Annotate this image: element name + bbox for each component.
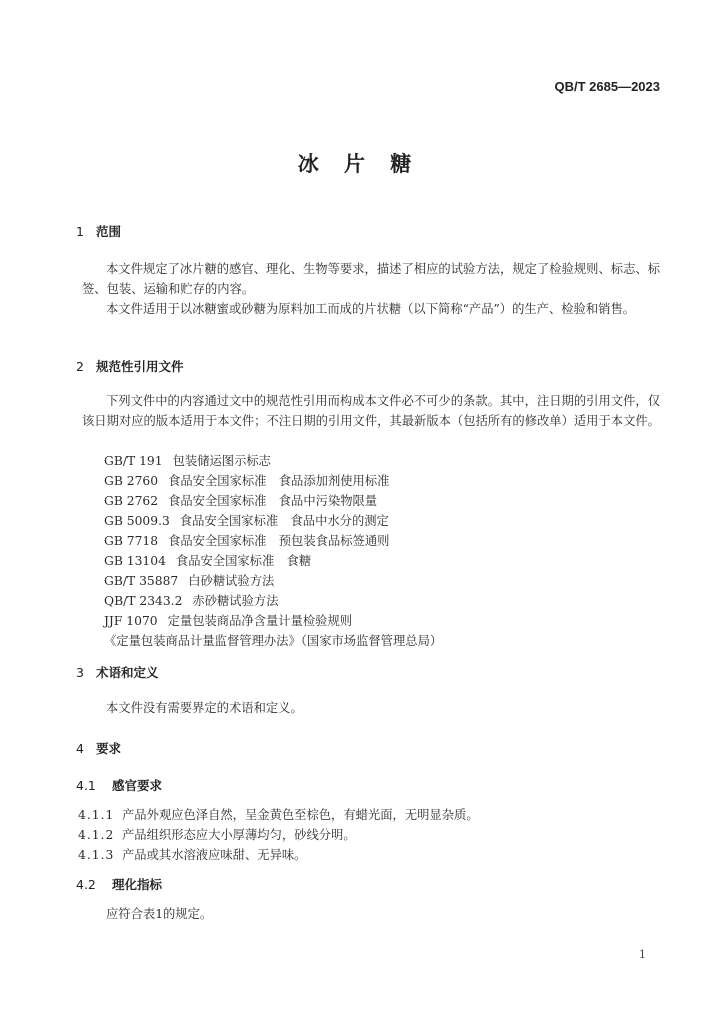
standard-code: QB/T 2685—2023 (554, 79, 660, 94)
section-4-heading (76, 739, 121, 757)
reference-item (104, 531, 442, 551)
section-title: 术语和定义 (96, 665, 159, 680)
clause-text: 产品外观应色泽自然，呈金黄色至棕色，有蜡光面，无明显杂质。 (122, 808, 479, 822)
reference-code: GB 2762 (104, 494, 159, 508)
subsection-title: 理化指标 (112, 877, 163, 892)
reference-name: 包装储运图示标志 (172, 454, 271, 468)
section-title: 规范性引用文件 (96, 359, 184, 374)
reference-item (104, 471, 442, 491)
clause-number: 4.1.2 (78, 828, 115, 842)
reference-name: 食品安全国家标准 预包装食品标签通则 (168, 534, 390, 548)
section-title: 范围 (96, 224, 122, 239)
reference-name: 食品安全国家标准 食糖 (175, 554, 312, 568)
reference-name: 定量包装商品净含量计量检验规则 (167, 614, 353, 628)
subsection-4-2-heading (76, 875, 162, 893)
reference-item (104, 631, 442, 651)
clause-4-1-2 (78, 825, 356, 845)
clause-4-1-1 (78, 805, 479, 825)
subsection-number: 4.1 (76, 778, 96, 793)
section-2-heading (76, 357, 184, 375)
reference-name: 食品安全国家标准 食品添加剂使用标准 (168, 474, 390, 488)
section-number: 2 (76, 359, 84, 374)
reference-item (104, 511, 442, 531)
section-1-heading (76, 222, 121, 240)
scope-paragraph-2: 本文件适用于以冰糖蜜或砂糖为原料加工而成的片状糖（以下简称“产品”）的生产、检验和销售。 (106, 302, 636, 316)
terms-paragraph: 本文件没有需要界定的术语和定义。 (106, 701, 303, 715)
reference-list (104, 451, 442, 651)
reference-item (104, 551, 442, 571)
scope-paragraph-1: 本文件规定了冰片糖的感官、理化、生物等要求，描述了相应的试验方法，规定了检验规则、标志、标签、包装、运输和贮存的内容。 (82, 262, 660, 296)
clause-number: 4.1.3 (78, 848, 115, 862)
reference-code: QB/T 2343.2 (104, 594, 183, 608)
reference-code: GB 7718 (104, 534, 159, 548)
section-number: 4 (76, 741, 84, 756)
reference-code: JJF 1070 (104, 614, 158, 628)
reference-item (104, 611, 442, 631)
subsection-number: 4.2 (76, 877, 96, 892)
clause-text: 产品或其水溶液应味甜、无异味。 (122, 848, 307, 862)
physchem-paragraph: 应符合表1的规定。 (106, 907, 213, 921)
section-number: 1 (76, 224, 84, 239)
reference-code: GB 5009.3 (104, 514, 170, 528)
reference-item (104, 491, 442, 511)
reference-code: GB 13104 (104, 554, 166, 568)
reference-name: 《定量包装商品计量监督管理办法》（国家市场监督管理总局） (104, 634, 443, 648)
reference-name: 白砂糖试验方法 (188, 574, 275, 588)
section-number: 3 (76, 665, 84, 680)
reference-name: 赤砂糖试验方法 (192, 594, 279, 608)
section-3-heading (76, 663, 159, 681)
reference-item (104, 451, 442, 471)
section-title: 要求 (96, 741, 122, 756)
reference-name: 食品安全国家标准 食品中水分的测定 (179, 514, 389, 528)
clause-text: 产品组织形态应大小厚薄均匀，砂线分明。 (122, 828, 356, 842)
reference-name: 食品安全国家标准 食品中污染物限量 (168, 494, 378, 508)
subsection-4-1-heading (76, 776, 162, 794)
reference-item (104, 591, 442, 611)
clause-4-1-3 (78, 845, 306, 865)
reference-code: GB/T 35887 (104, 574, 179, 588)
reference-code: GB/T 191 (104, 454, 163, 468)
reference-code: GB 2760 (104, 474, 159, 488)
clause-number: 4.1.1 (78, 808, 115, 822)
normative-refs-intro: 下列文件中的内容通过文中的规范性引用而构成本文件必不可少的条款。其中，注日期的引用文件，仅该日期对应的版本适用于本文件；不注日期的引用文件，其最新版本（包括所有的修改单）适用于本文件。 (82, 394, 660, 428)
document-title: 冰 片 糖 (297, 152, 421, 176)
reference-item (104, 571, 442, 591)
subsection-title: 感官要求 (112, 778, 163, 793)
page-number: 1 (639, 948, 646, 961)
